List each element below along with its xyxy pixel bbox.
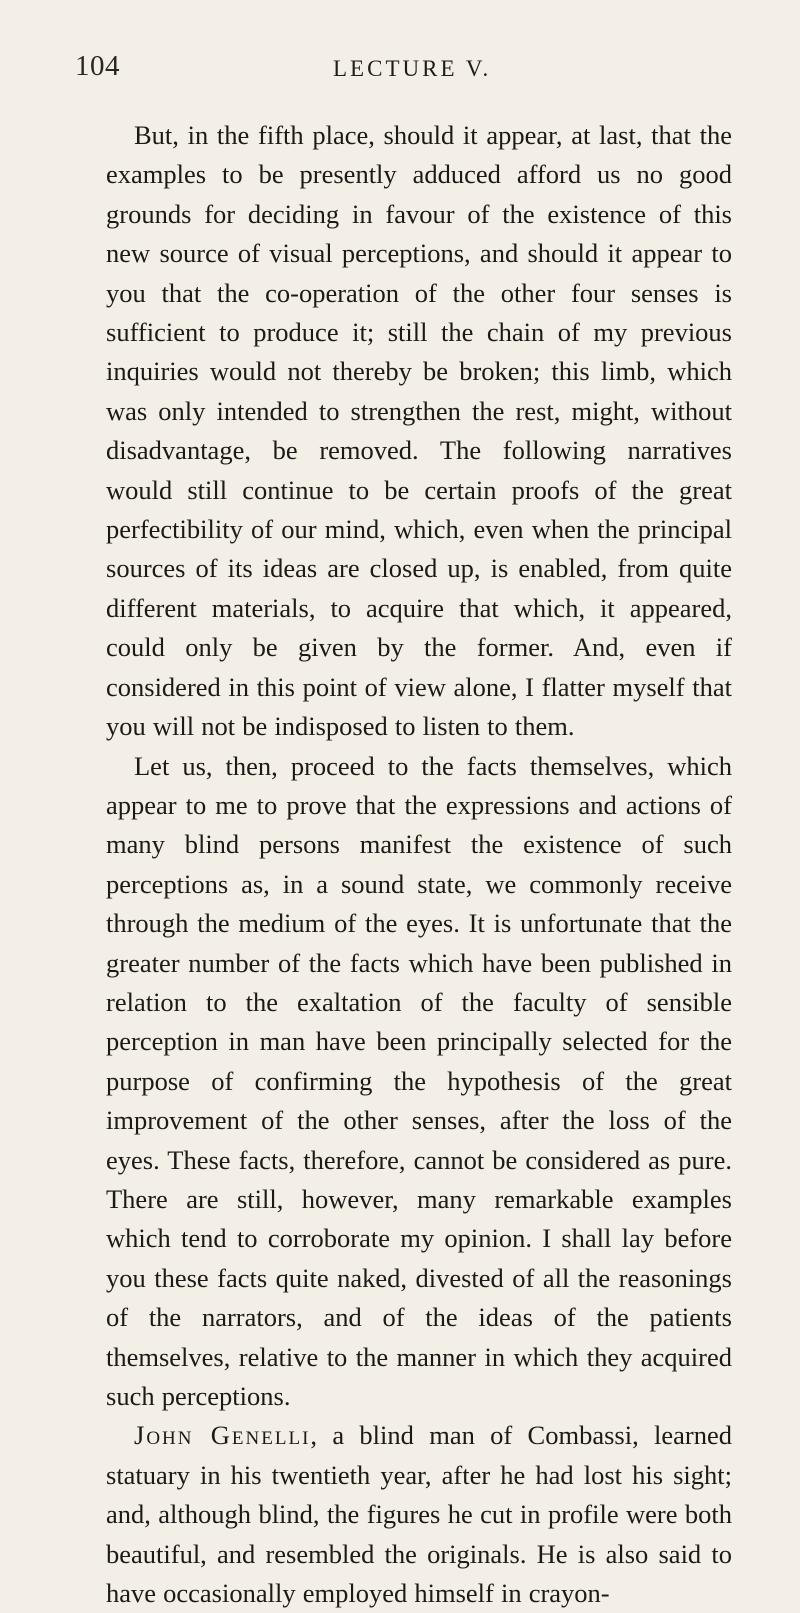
paragraph-1: But, in the fifth place, should it appear, at last, that the examples to be presently adduced afford us no good grounds for deciding in favour of the existence of this new source of visual perceptions, and should it appear to you that the co-operation of the other four senses is sufficient to produce it; still the chain of my previous inquiries would not thereby be broken; this limb, which was only intended to strengthen the rest, might, without disadvantage, be removed. The following narratives would still continue to be certain proofs of the great perfectibility of our mind, which, even when the principal sources of its ideas are closed up, is enabled, from quite different materials, to acquire that which, it appeared, could only be given by the former. And, even if considered in this point of view alone, I flatter myself that you will not be indisposed to listen to them. xyxy=(106,120,732,742)
paragraph-3 xyxy=(106,1416,732,1613)
paragraph-2: Let us, then, proceed to the facts themselves, which appear to me to prove that the expressions and actions of many blind persons manifest the existence of such perceptions as, in a sound state, we commonly receive through the medium of the eyes. It is unfortunate that the greater number of the facts which have been published in relation to the exaltation of the faculty of sensible perception in man have been principally selected for the purpose of confirming the hypothesis of the great improvement of the other senses, after the loss of the eyes. These facts, therefore, cannot be considered as pure. There are still, however, many remarkable examples which tend to corroborate my opinion. I shall lay before you these facts quite naked, divested of all the reasonings of the narrators, and of the ideas of the patients themselves, relative to the manner in which they acquired such perceptions. xyxy=(106,750,732,1411)
body-text xyxy=(106,116,732,1613)
page-number: 104 xyxy=(75,50,120,82)
page-header xyxy=(75,50,715,90)
paragraph-3-text: , a blind man of Combassi, learned statuary in his twentieth year, after he had lost his sight; and, although blind, the figures he cut in profile were both beautiful, and resembled the originals. He is also said to have occasionally employed himself in crayon- xyxy=(106,1420,732,1609)
running-head: LECTURE V. xyxy=(333,56,492,81)
person-name: John Genelli xyxy=(134,1420,311,1451)
